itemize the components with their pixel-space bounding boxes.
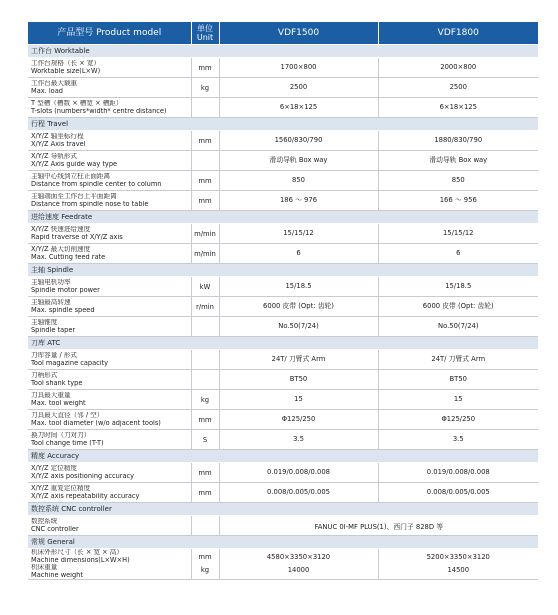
spec-value-line: No.50(7/24) (278, 322, 319, 330)
spec-name-en: CNC controller (31, 525, 79, 533)
spec-unit: S (191, 430, 219, 450)
spec-unit (191, 370, 219, 390)
spec-value-2 (378, 463, 538, 483)
spec-name (28, 151, 191, 171)
spec-row (28, 370, 538, 390)
spec-name-cn: 刀库容量 / 形式 (31, 352, 77, 359)
spec-name (28, 463, 191, 483)
spec-value-line: 15/18.5 (445, 282, 472, 290)
spec-name-cn: X/Y/Z 轴坐标行程 (31, 133, 84, 140)
spec-value-line: 14000 (287, 566, 310, 574)
header-model-1: VDF1500 (219, 22, 378, 45)
spec-value-1 (219, 410, 378, 430)
spec-row (28, 224, 538, 244)
spec-name (28, 516, 191, 536)
spec-row (28, 350, 538, 370)
spec-name-en: Max. tool diameter (w/o adjacent tools) (31, 419, 161, 427)
section-header (28, 450, 538, 463)
spec-value-line: 15/15/12 (283, 229, 314, 237)
spec-row (28, 463, 538, 483)
spec-value-2 (378, 549, 538, 580)
spec-name (28, 297, 191, 317)
spec-name (28, 370, 191, 390)
spec-value-2 (378, 317, 538, 337)
spec-value-1 (219, 151, 378, 171)
spec-name-en: Machine weight (31, 571, 83, 579)
spec-unit: kW (191, 277, 219, 297)
spec-value-2 (378, 131, 538, 151)
spec-value-line: BT50 (449, 375, 467, 383)
spec-unit: mm (191, 58, 219, 78)
spec-value-line: 6000 皮带 (Opt: 齿轮) (263, 302, 334, 310)
spec-unit: m/min (191, 244, 219, 264)
spec-value-line: 2000×800 (440, 63, 477, 71)
section-header (28, 211, 538, 224)
spec-name-cn: 机床重量 (31, 564, 58, 571)
spec-name-cn: X/Y/Z 导轨形式 (31, 153, 77, 160)
spec-name-en: Tool magazine capacity (31, 359, 109, 367)
spec-value-line: 6×18×125 (439, 103, 477, 111)
spec-name (28, 191, 191, 211)
section-title: 精度 Accuracy (28, 450, 538, 463)
spec-name-en: Max. tool weight (31, 399, 86, 407)
spec-name-cn: 工作台规格（长 × 宽） (31, 60, 101, 67)
spec-value-line: 0.008/0.005/0.005 (267, 488, 330, 496)
spec-row (28, 390, 538, 410)
spec-name-cn: 刀具最大直径（邻 / 空） (31, 412, 104, 419)
spec-name-cn: 主轴最高转速 (31, 299, 71, 306)
spec-row (28, 171, 538, 191)
spec-value-2 (378, 410, 538, 430)
spec-name (28, 350, 191, 370)
spec-unit: mm (191, 191, 219, 211)
spec-value-1 (219, 277, 378, 297)
spec-name-en: Rapid traverse of X/Y/Z axis (31, 233, 123, 241)
spec-body (28, 45, 538, 580)
spec-name (28, 244, 191, 264)
spec-row (28, 483, 538, 503)
spec-value-2 (378, 370, 538, 390)
spec-value-line: 3.5 (452, 435, 464, 443)
spec-value-2 (378, 151, 538, 171)
spec-name-cn: 刀具最大重量 (31, 392, 71, 399)
spec-name-en: Max. spindle speed (31, 306, 95, 314)
spec-value-2 (378, 390, 538, 410)
spec-value-line: 6 (456, 249, 461, 257)
spec-name-cn: 机床外形尺寸（长 × 宽 × 高） (31, 549, 123, 556)
spec-value-line: 6×18×125 (279, 103, 318, 111)
spec-name-cn: 主轴电机功率 (31, 279, 71, 286)
spec-unit (191, 98, 219, 118)
spec-value-line: 24T/ 刀臂式 Arm (431, 355, 486, 363)
header-product-model: 产品型号 Product model (28, 22, 191, 45)
spec-name-cn: 主轴锥度 (31, 319, 58, 326)
spec-name (28, 277, 191, 297)
spec-value-1 (219, 78, 378, 98)
spec-value-2 (378, 58, 538, 78)
spec-row (28, 317, 538, 337)
spec-name-cn: X/Y/Z 快速进给速度 (31, 226, 91, 233)
spec-row (28, 191, 538, 211)
spec-name-cn: 工作台最大载重 (31, 80, 78, 87)
spec-value-line: 0.008/0.005/0.005 (426, 488, 490, 496)
spec-unit-line: mm (198, 553, 212, 561)
spec-value-line: 15/18.5 (285, 282, 312, 290)
spec-name-en: X/Y/Z Axis travel (31, 140, 86, 148)
spec-unit (191, 549, 219, 580)
spec-name (28, 317, 191, 337)
spec-name-cn: X/Y/Z 最大切削速度 (31, 246, 91, 253)
spec-name-en: T-slots (numbers*width* centre distance) (31, 107, 167, 115)
section-header (28, 118, 538, 131)
spec-value-2 (378, 244, 538, 264)
section-header (28, 337, 538, 350)
spec-name-cn: 主轴端面至工作台上平面距离 (31, 193, 117, 200)
spec-value-line: 0.019/0.008/0.008 (426, 468, 490, 476)
spec-name-cn: 换刀时间（刀对刀） (31, 432, 91, 439)
spec-value-2 (378, 98, 538, 118)
spec-unit: mm (191, 171, 219, 191)
section-title: 主轴 Spindle (28, 264, 538, 277)
spec-value-2 (378, 78, 538, 98)
spec-name-en: Spindle taper (31, 326, 76, 334)
spec-value-line: 24T/ 刀臂式 Arm (271, 355, 326, 363)
spec-value-1 (219, 317, 378, 337)
spec-value-1 (219, 244, 378, 264)
spec-name (28, 390, 191, 410)
spec-value-1 (219, 430, 378, 450)
spec-value-1 (219, 131, 378, 151)
spec-unit: kg (191, 78, 219, 98)
spec-value-line: 166 ～ 956 (439, 196, 477, 204)
header-unit-en: Unit (196, 33, 214, 42)
spec-value-line: 2500 (449, 83, 467, 91)
spec-value-1 (219, 370, 378, 390)
spec-unit: kg (191, 390, 219, 410)
section-title: 常规 General (28, 536, 538, 549)
header-model-2: VDF1800 (378, 22, 538, 45)
spec-unit: mm (191, 483, 219, 503)
spec-value-line: 2500 (289, 83, 308, 91)
spec-name-cn: 刀柄形式 (31, 372, 58, 379)
spec-name-en: Distance from spindle center to column (31, 180, 162, 188)
spec-name (28, 131, 191, 151)
spec-name-cn: X/Y/Z 重复定位精度 (31, 485, 91, 492)
spec-name-cn: 数控系统 (31, 518, 58, 525)
spec-value-1 (219, 98, 378, 118)
header-row (28, 22, 538, 45)
spec-value-line: 0.019/0.008/0.008 (267, 468, 330, 476)
spec-value-line: No.50(7/24) (438, 322, 479, 330)
section-title: 刀库 ATC (28, 337, 538, 350)
spec-name-en: Max. Cutting feed rate (31, 253, 106, 261)
section-title: 数控系统 CNC controller (28, 503, 538, 516)
spec-unit: r/min (191, 297, 219, 317)
spec-value-line: 1700×800 (280, 63, 317, 71)
spec-name (28, 549, 191, 580)
spec-value-line: 850 (451, 176, 465, 184)
spec-value-line: 15/15/12 (442, 229, 474, 237)
spec-name (28, 78, 191, 98)
header-unit (191, 22, 219, 45)
spec-unit: m/min (191, 224, 219, 244)
spec-value-line: 滑动导轨 Box way (429, 156, 488, 164)
spec-value-line: 186 ～ 976 (279, 196, 318, 204)
spec-unit (191, 516, 219, 536)
spec-value-2 (378, 430, 538, 450)
spec-name (28, 98, 191, 118)
spec-value-2 (378, 350, 538, 370)
spec-header (28, 22, 538, 45)
spec-value-line: BT50 (289, 375, 308, 383)
spec-row (28, 277, 538, 297)
spec-value-line: 15 (453, 395, 463, 403)
spec-value-2 (378, 224, 538, 244)
spec-value-line: 6 (296, 249, 301, 257)
spec-row (28, 244, 538, 264)
spec-value-line: 14500 (447, 566, 470, 574)
spec-name (28, 410, 191, 430)
spec-value-1 (219, 58, 378, 78)
spec-value-line: 3.5 (293, 435, 304, 443)
spec-row (28, 410, 538, 430)
section-header (28, 536, 538, 549)
header-unit-cn: 单位 (197, 24, 213, 33)
spec-value-line: 1880/830/790 (434, 136, 483, 144)
spec-value-1 (219, 390, 378, 410)
spec-value-line: 5200×3350×3120 (426, 553, 490, 561)
spec-value-1 (219, 483, 378, 503)
spec-name-en: X/Y/Z Axis guide way type (31, 160, 118, 168)
spec-name-cn: T 型槽（槽数 × 槽宽 × 槽距） (31, 100, 123, 107)
spec-value-line: 850 (292, 176, 305, 184)
spec-value-1 (219, 549, 378, 580)
spec-value-2 (378, 297, 538, 317)
spec-value-1 (219, 171, 378, 191)
spec-value-line: 6000 皮带 (Opt: 齿轮) (422, 302, 494, 310)
section-header (28, 45, 538, 58)
spec-table (28, 22, 538, 580)
spec-name-en: Machine dimensions(L×W×H) (31, 556, 130, 564)
spec-row (28, 549, 538, 580)
spec-row (28, 78, 538, 98)
spec-value-line: Φ125/250 (441, 415, 476, 423)
spec-unit-line: kg (200, 566, 210, 574)
spec-name-cn: X/Y/Z 定位精度 (31, 465, 77, 472)
spec-value-1 (219, 463, 378, 483)
spec-name (28, 58, 191, 78)
spec-value-line: 滑动导轨 Box way (269, 156, 328, 164)
spec-name-en: X/Y/Z axis positioning accuracy (31, 472, 135, 480)
section-title: 行程 Travel (28, 118, 538, 131)
spec-value-span: FANUC 0I-MF PLUS(1)、西门子 828D 等 (219, 516, 538, 536)
spec-name (28, 430, 191, 450)
spec-name-en: X/Y/Z axis repeatability accuracy (31, 492, 140, 500)
section-title: 工作台 Worktable (28, 45, 538, 58)
spec-name-en: Tool shank type (31, 379, 83, 387)
spec-name-en: Distance from spindle nose to table (31, 200, 149, 208)
spec-value-2 (378, 277, 538, 297)
spec-value-line: 15 (294, 395, 303, 403)
section-header (28, 503, 538, 516)
spec-value-line: 4580×3350×3120 (266, 553, 331, 561)
spec-row (28, 430, 538, 450)
spec-value-1 (219, 191, 378, 211)
spec-name (28, 224, 191, 244)
spec-value-1 (219, 297, 378, 317)
spec-unit: mm (191, 410, 219, 430)
spec-row (28, 58, 538, 78)
spec-row (28, 516, 538, 536)
spec-name-en: Spindle motor power (31, 286, 100, 294)
spec-value-1 (219, 224, 378, 244)
spec-value-line: Φ125/250 (281, 415, 316, 423)
spec-name (28, 483, 191, 503)
spec-name (28, 171, 191, 191)
spec-unit (191, 317, 219, 337)
section-header (28, 264, 538, 277)
spec-row (28, 297, 538, 317)
spec-value-1 (219, 350, 378, 370)
spec-value-2 (378, 191, 538, 211)
spec-value-line: 1560/830/790 (274, 136, 323, 144)
spec-unit: mm (191, 463, 219, 483)
spec-value-2 (378, 483, 538, 503)
spec-value-2 (378, 171, 538, 191)
spec-name-en: Tool change time (T-T) (31, 439, 104, 447)
spec-row (28, 131, 538, 151)
spec-unit (191, 151, 219, 171)
spec-unit (191, 350, 219, 370)
section-title: 进给速度 Feedrate (28, 211, 538, 224)
spec-unit: mm (191, 131, 219, 151)
spec-name-en: Max. load (31, 87, 63, 95)
spec-name-en: Worktable size(L×W) (31, 67, 101, 75)
spec-name-cn: 主轴中心线到立柱正面距离 (31, 173, 111, 180)
spec-row (28, 151, 538, 171)
spec-row (28, 98, 538, 118)
